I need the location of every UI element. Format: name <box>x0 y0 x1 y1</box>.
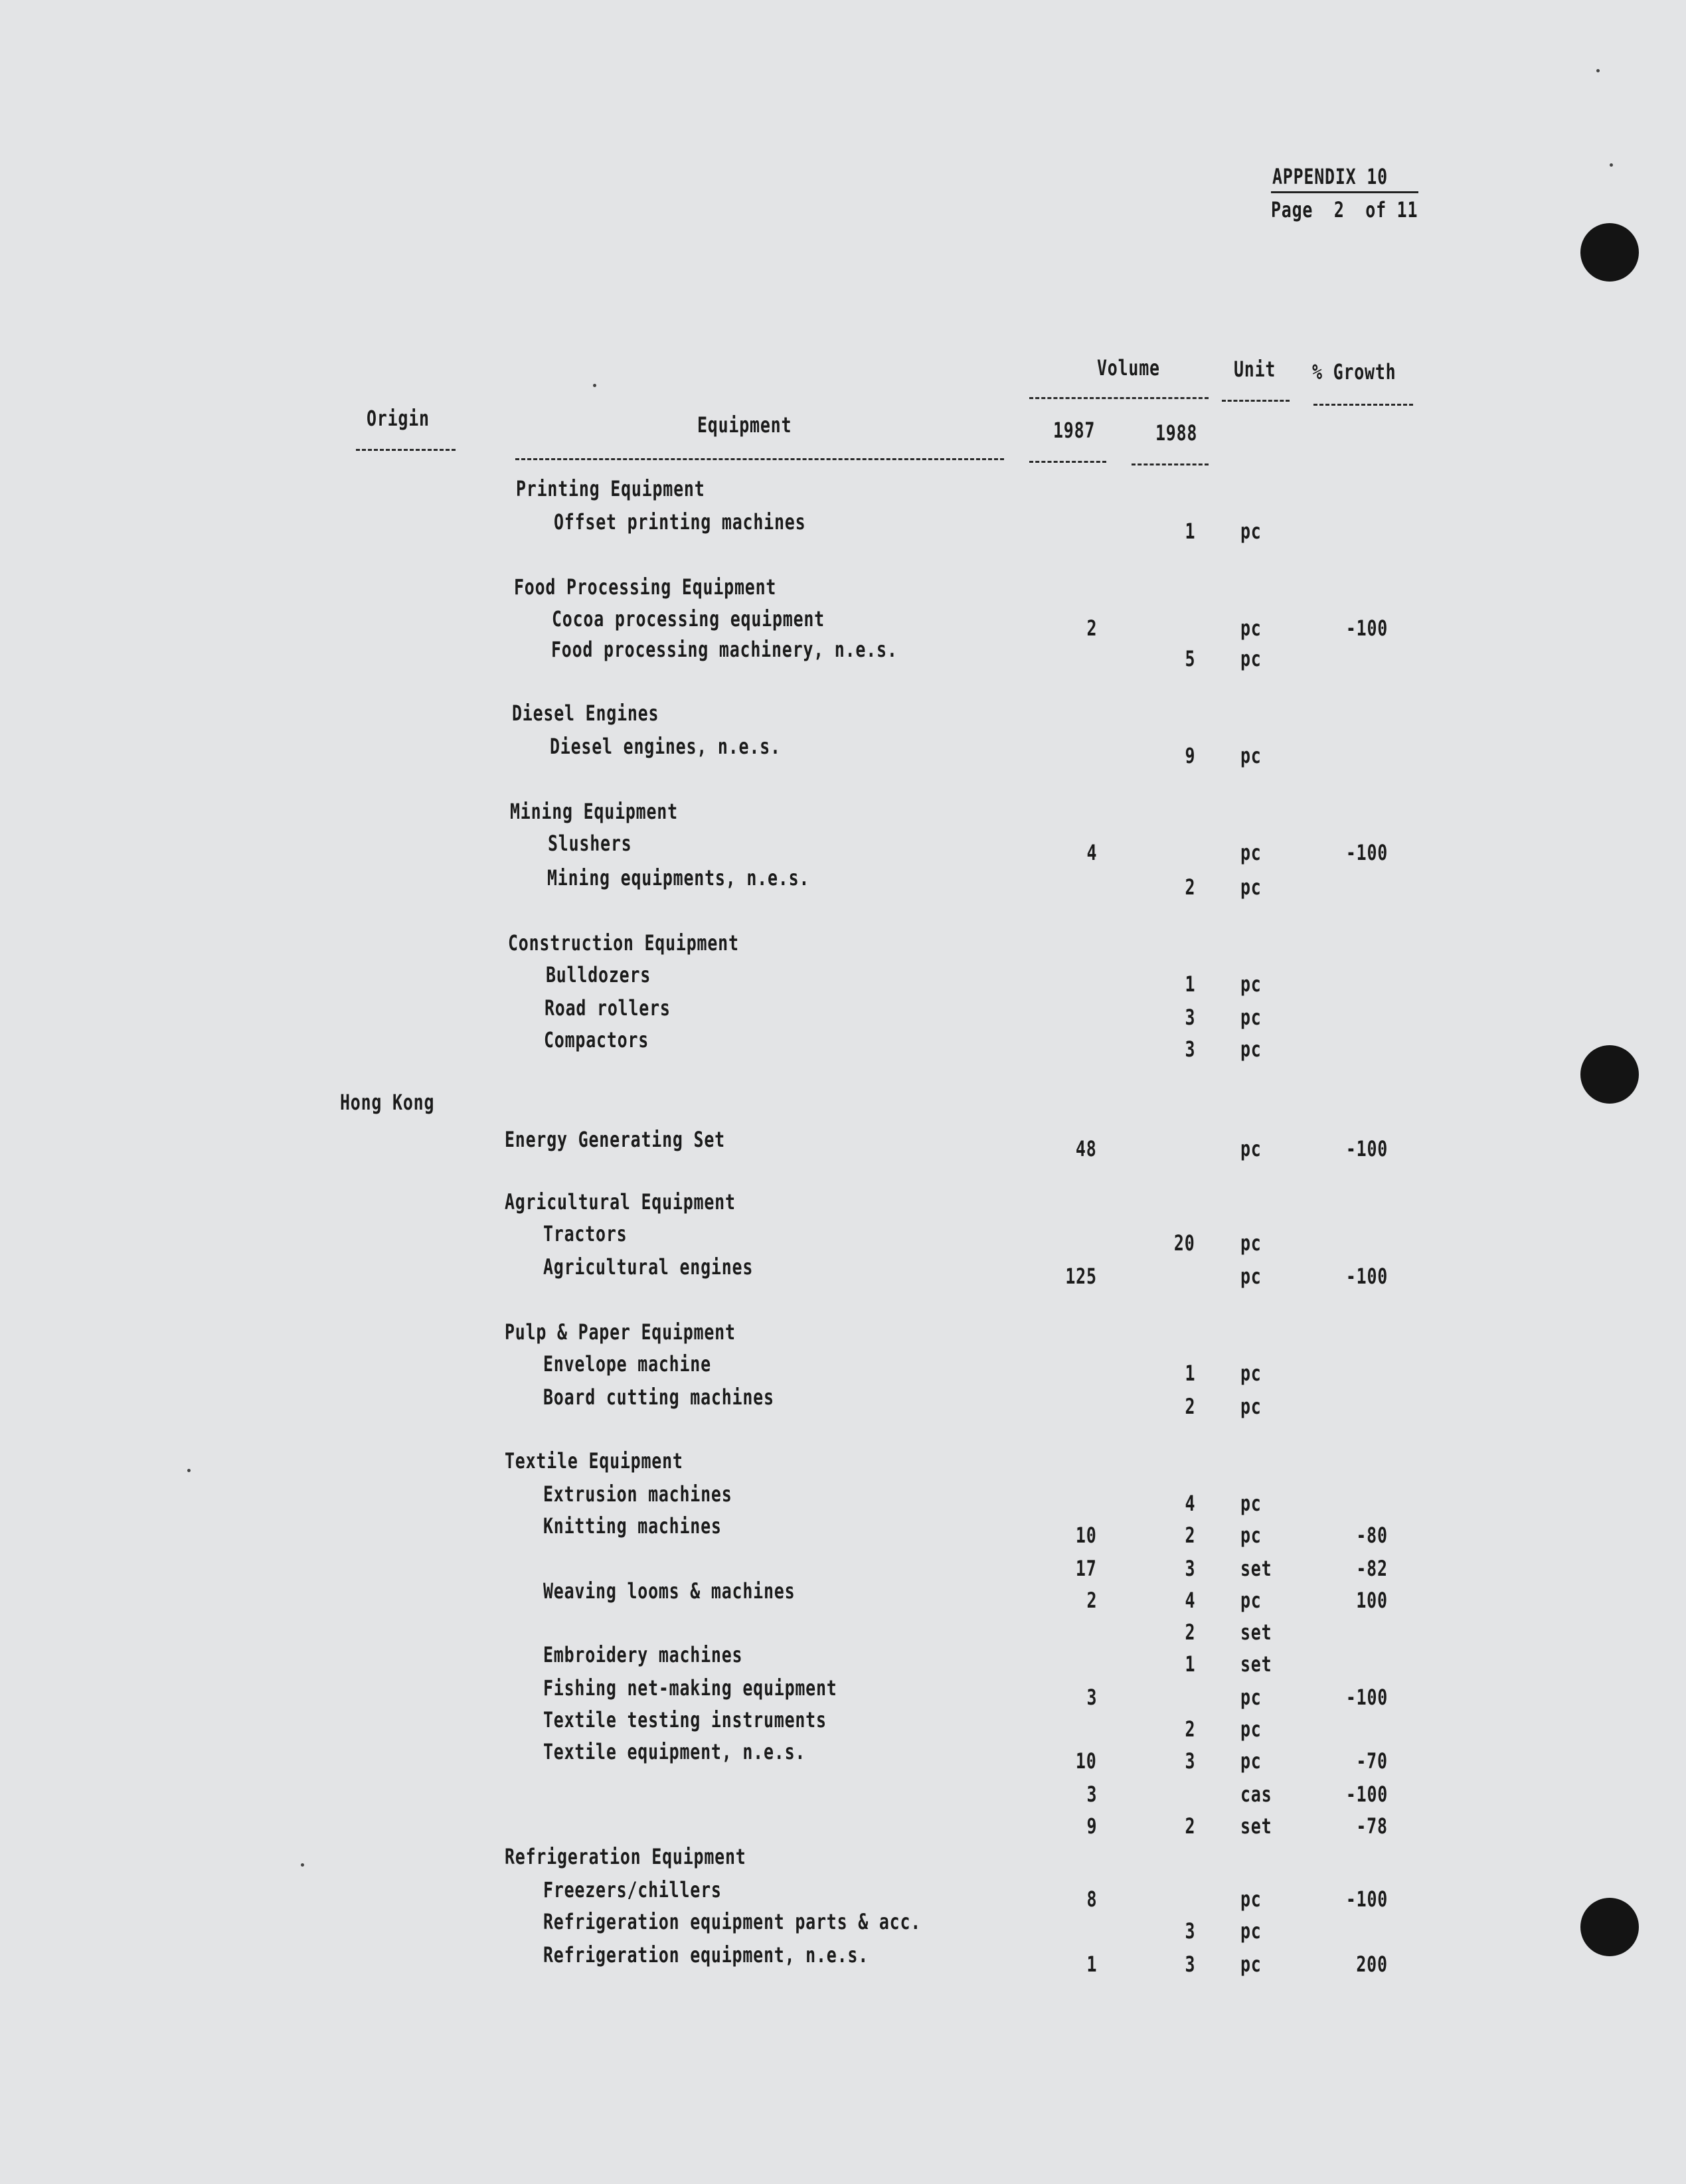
value-1988: 9 <box>1185 743 1195 768</box>
speck <box>1610 163 1613 167</box>
item-label: Offset printing machines <box>553 509 805 535</box>
item-label: Slushers <box>548 831 632 856</box>
category-label: Energy Generating Set <box>505 1127 725 1152</box>
item-label: Compactors <box>544 1027 649 1052</box>
value-1988: 1 <box>1185 519 1195 544</box>
unit-cell: pc <box>1240 1491 1262 1516</box>
appendix-underline <box>1271 191 1418 193</box>
header-unit: Unit <box>1234 357 1276 382</box>
rule-origin <box>356 449 456 451</box>
unit-cell: pc <box>1240 1887 1262 1912</box>
unit-cell: pc <box>1240 1136 1262 1161</box>
speck <box>301 1863 304 1867</box>
unit-cell: pc <box>1240 1394 1262 1419</box>
value-1988: 2 <box>1185 875 1195 900</box>
item-label: Refrigeration equipment, n.e.s. <box>543 1942 869 1968</box>
item-label: Fishing net-making equipment <box>543 1675 837 1701</box>
unit-cell: set <box>1240 1556 1272 1581</box>
growth-cell: -80 <box>1356 1523 1388 1548</box>
item-label: Textile equipment, n.e.s. <box>543 1739 806 1764</box>
value-1987: 48 <box>1076 1136 1097 1161</box>
unit-cell: pc <box>1240 1748 1262 1774</box>
item-label: Board cutting machines <box>543 1385 774 1410</box>
growth-cell: -100 <box>1345 1136 1388 1161</box>
category-label: Refrigeration Equipment <box>505 1844 746 1869</box>
unit-cell: pc <box>1240 971 1262 997</box>
category-label: Mining Equipment <box>510 799 679 824</box>
value-1987: 17 <box>1076 1556 1097 1581</box>
value-1987: 10 <box>1076 1748 1097 1774</box>
unit-cell: pc <box>1240 1523 1262 1548</box>
growth-cell: -78 <box>1356 1813 1388 1839</box>
item-label: Road rollers <box>545 995 671 1021</box>
header-growth: % Growth <box>1312 359 1396 384</box>
header-1988: 1988 <box>1155 420 1198 446</box>
unit-cell: pc <box>1240 1588 1262 1613</box>
rule-1987 <box>1029 461 1106 463</box>
rule-1988 <box>1132 463 1209 465</box>
category-label: Textile Equipment <box>505 1448 683 1473</box>
speck <box>593 384 596 387</box>
item-label: Diesel engines, n.e.s. <box>549 734 781 759</box>
value-1988: 2 <box>1185 1620 1195 1645</box>
unit-cell: pc <box>1240 1952 1262 1977</box>
unit-cell: pc <box>1240 875 1262 900</box>
value-1988: 3 <box>1185 1952 1195 1977</box>
value-1987: 2 <box>1086 1588 1097 1613</box>
value-1988: 20 <box>1174 1230 1195 1256</box>
item-label: Envelope machine <box>543 1351 711 1377</box>
value-1987: 3 <box>1086 1685 1097 1710</box>
unit-cell: pc <box>1240 1918 1262 1944</box>
rule-equipment <box>515 458 1004 460</box>
growth-cell: -100 <box>1345 1685 1388 1710</box>
value-1988: 2 <box>1185 1717 1195 1742</box>
growth-cell: -100 <box>1345 1782 1388 1807</box>
value-1988: 2 <box>1185 1523 1195 1548</box>
binder-hole-bottom <box>1580 1898 1639 1956</box>
value-1987: 125 <box>1065 1264 1097 1289</box>
unit-cell: pc <box>1240 519 1262 544</box>
origin-label: Hong Kong <box>340 1090 435 1115</box>
category-label: Diesel Engines <box>511 701 659 726</box>
item-label: Tractors <box>543 1221 628 1246</box>
category-label: Agricultural Equipment <box>505 1189 736 1215</box>
rule-growth <box>1313 404 1413 406</box>
header-volume: Volume <box>1097 355 1160 380</box>
unit-cell: pc <box>1240 1717 1262 1742</box>
growth-cell: 100 <box>1356 1588 1388 1613</box>
unit-cell: set <box>1240 1813 1272 1839</box>
item-label: Food processing machinery, n.e.s. <box>551 637 898 662</box>
value-1988: 1 <box>1185 1651 1195 1677</box>
item-label: Bulldozers <box>545 962 651 987</box>
value-1987: 1 <box>1086 1952 1097 1977</box>
unit-cell: set <box>1240 1620 1272 1645</box>
header-1987: 1987 <box>1053 418 1096 443</box>
value-1988: 3 <box>1185 1748 1195 1774</box>
growth-cell: -100 <box>1345 1264 1388 1289</box>
growth-cell: -70 <box>1356 1748 1388 1774</box>
value-1988: 1 <box>1185 971 1195 997</box>
unit-cell: cas <box>1240 1782 1272 1807</box>
value-1987: 2 <box>1086 616 1097 641</box>
unit-cell: pc <box>1240 840 1262 865</box>
item-label: Weaving looms & machines <box>543 1578 796 1604</box>
growth-cell: -100 <box>1345 616 1388 641</box>
unit-cell: pc <box>1240 646 1262 671</box>
value-1988: 3 <box>1185 1556 1195 1581</box>
unit-cell: set <box>1240 1651 1272 1677</box>
value-1988: 4 <box>1185 1491 1195 1516</box>
item-label: Refrigeration equipment parts & acc. <box>543 1909 922 1934</box>
item-label: Knitting machines <box>543 1513 722 1539</box>
unit-cell: pc <box>1240 1685 1262 1710</box>
value-1988: 5 <box>1185 646 1195 671</box>
value-1987: 10 <box>1076 1523 1097 1548</box>
rule-volume <box>1029 397 1209 399</box>
value-1988: 3 <box>1185 1005 1195 1030</box>
value-1987: 4 <box>1086 840 1097 865</box>
value-1988: 3 <box>1185 1918 1195 1944</box>
item-label: Agricultural engines <box>543 1254 754 1280</box>
value-1988: 2 <box>1185 1813 1195 1839</box>
page-number: Page 2 of 11 <box>1271 197 1418 222</box>
speck <box>1596 69 1600 72</box>
unit-cell: pc <box>1240 1005 1262 1030</box>
growth-cell: -100 <box>1345 840 1388 865</box>
category-label: Pulp & Paper Equipment <box>505 1319 736 1345</box>
category-label: Construction Equipment <box>507 930 739 956</box>
header-origin: Origin <box>367 406 430 431</box>
value-1988: 2 <box>1185 1394 1195 1419</box>
item-label: Textile testing instruments <box>543 1707 827 1732</box>
unit-cell: pc <box>1240 1264 1262 1289</box>
appendix-label: APPENDIX 10 <box>1272 164 1388 189</box>
item-label: Freezers/chillers <box>543 1877 722 1902</box>
value-1987: 3 <box>1086 1782 1097 1807</box>
value-1988: 1 <box>1185 1361 1195 1386</box>
binder-hole-middle <box>1580 1045 1639 1104</box>
item-label: Embroidery machines <box>543 1642 743 1667</box>
header-equipment: Equipment <box>697 412 792 438</box>
value-1988: 3 <box>1185 1037 1195 1062</box>
value-1988: 4 <box>1185 1588 1195 1613</box>
category-label: Food Processing Equipment <box>514 574 777 600</box>
binder-hole-top <box>1580 223 1639 282</box>
rule-unit <box>1222 400 1290 402</box>
category-label: Printing Equipment <box>515 476 705 501</box>
value-1987: 8 <box>1086 1887 1097 1912</box>
unit-cell: pc <box>1240 616 1262 641</box>
value-1987: 9 <box>1086 1813 1097 1839</box>
unit-cell: pc <box>1240 743 1262 768</box>
item-label: Cocoa processing equipment <box>552 606 825 631</box>
growth-cell: 200 <box>1356 1952 1388 1977</box>
growth-cell: -82 <box>1356 1556 1388 1581</box>
unit-cell: pc <box>1240 1037 1262 1062</box>
unit-cell: pc <box>1240 1230 1262 1256</box>
item-label: Extrusion machines <box>543 1481 732 1507</box>
growth-cell: -100 <box>1345 1887 1388 1912</box>
speck <box>187 1469 191 1472</box>
unit-cell: pc <box>1240 1361 1262 1386</box>
item-label: Mining equipments, n.e.s. <box>547 865 810 890</box>
